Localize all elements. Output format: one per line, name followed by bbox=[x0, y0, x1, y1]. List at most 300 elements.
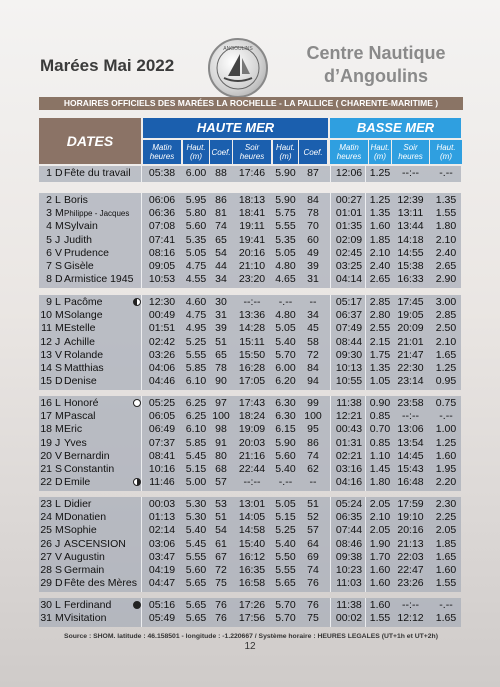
page-number: 12 bbox=[244, 641, 256, 652]
tide-value: 1.60 bbox=[369, 564, 391, 576]
tide-value: 22:30 bbox=[397, 362, 424, 374]
column-subheader-line1: Haut. bbox=[275, 143, 296, 152]
tide-value: 00:43 bbox=[335, 423, 363, 436]
tide-value: -.-- bbox=[439, 599, 453, 611]
tide-value: 1.35 bbox=[369, 362, 391, 374]
tide-value: 2.65 bbox=[369, 273, 391, 286]
tide-value: 2.25 bbox=[435, 511, 457, 524]
tide-value: 06:05 bbox=[148, 410, 176, 423]
moon-phase-icon bbox=[133, 399, 141, 407]
tide-value: 1.70 bbox=[369, 550, 391, 563]
tide-value: 84 bbox=[307, 194, 319, 206]
tide-value: 06:49 bbox=[148, 423, 176, 436]
tide-value: 95 bbox=[307, 423, 319, 436]
table-row bbox=[39, 511, 461, 524]
tide-value: 65 bbox=[215, 348, 227, 361]
saint-name: Augustin bbox=[64, 550, 105, 563]
day-number: 23 bbox=[40, 498, 52, 510]
table-row bbox=[39, 322, 461, 335]
weekday-letter: V bbox=[55, 348, 63, 361]
weekday-letter: J bbox=[55, 537, 61, 550]
tide-value: 39 bbox=[307, 260, 319, 272]
tide-value: 15:38 bbox=[397, 260, 424, 272]
tide-value: 51 bbox=[307, 498, 319, 510]
tide-value: 05:38 bbox=[148, 167, 176, 179]
tide-value: 4.95 bbox=[185, 322, 207, 335]
tide-value: 06:37 bbox=[335, 309, 363, 322]
day-number: 8 bbox=[46, 273, 52, 286]
tide-value: 34 bbox=[215, 273, 227, 286]
tide-value: 5.80 bbox=[185, 207, 207, 220]
weekday-letter: M bbox=[55, 309, 64, 322]
column-subheader-line2: (m) bbox=[279, 152, 292, 161]
week-group bbox=[39, 396, 461, 491]
tide-value: 19:11 bbox=[239, 220, 265, 233]
day-number: 13 bbox=[40, 348, 52, 361]
tide-value: 1.75 bbox=[369, 348, 391, 361]
column-subheader bbox=[273, 140, 298, 164]
tide-value: 16:35 bbox=[238, 564, 266, 576]
tide-value: 2.30 bbox=[435, 498, 457, 510]
table-row bbox=[39, 362, 461, 375]
table-row bbox=[39, 524, 461, 537]
tide-value: 64 bbox=[307, 537, 319, 550]
tide-value: 1.45 bbox=[369, 463, 391, 475]
tide-value: 14:18 bbox=[397, 233, 424, 246]
tide-value: --:-- bbox=[402, 410, 419, 423]
tide-value: 6.10 bbox=[185, 423, 207, 436]
saint-name: Constantin bbox=[64, 463, 115, 475]
tide-value: 65 bbox=[215, 233, 227, 246]
tide-value: 13:44 bbox=[397, 220, 424, 233]
saint-name: Gisèle bbox=[64, 260, 94, 272]
tide-value: 16:28 bbox=[238, 362, 266, 374]
tide-value: 74 bbox=[307, 564, 319, 576]
day-number: 17 bbox=[40, 410, 52, 423]
table-row bbox=[39, 423, 461, 436]
day-number: 29 bbox=[40, 577, 52, 590]
tide-value: 21:10 bbox=[238, 260, 266, 272]
tide-value: 80 bbox=[215, 449, 227, 462]
tide-value: 1.25 bbox=[435, 362, 457, 374]
week-group bbox=[39, 598, 461, 627]
tide-value: 03:25 bbox=[335, 260, 363, 272]
column-subheader bbox=[369, 140, 391, 164]
tide-value: 54 bbox=[215, 524, 227, 537]
tide-value: 2.10 bbox=[435, 233, 457, 246]
tide-value: 00:49 bbox=[148, 309, 176, 322]
table-row bbox=[39, 247, 461, 260]
tide-value: 75 bbox=[307, 612, 319, 625]
tide-value: 100 bbox=[304, 410, 322, 423]
tide-value: 1.25 bbox=[369, 194, 391, 206]
column-subheader bbox=[299, 140, 327, 164]
sailboat-icon bbox=[210, 40, 266, 96]
weekday-letter: L bbox=[55, 397, 61, 409]
tide-value: 23:26 bbox=[397, 577, 424, 590]
tide-value: --:-- bbox=[243, 296, 261, 308]
tide-value: 5.90 bbox=[275, 194, 296, 206]
tide-value: 21:16 bbox=[238, 449, 266, 462]
saint-name: Estelle bbox=[64, 322, 96, 335]
tide-value: --:-- bbox=[402, 167, 419, 179]
table-row bbox=[39, 476, 461, 489]
tide-value: 5.70 bbox=[275, 612, 296, 625]
tide-value: 06:36 bbox=[148, 207, 176, 220]
tide-value: 5.40 bbox=[275, 335, 296, 348]
tide-value: 70 bbox=[307, 220, 319, 233]
tide-value: 69 bbox=[307, 550, 319, 563]
tide-value: 78 bbox=[307, 207, 319, 220]
weekday-letter: D bbox=[55, 375, 63, 388]
tide-value: 17:26 bbox=[238, 599, 266, 611]
weekday-letter: S bbox=[55, 362, 63, 374]
table-row bbox=[39, 260, 461, 273]
table-row bbox=[39, 220, 461, 233]
tide-value: 16:12 bbox=[238, 550, 266, 563]
tide-value: 10:23 bbox=[335, 564, 363, 576]
tide-value: 07:41 bbox=[148, 233, 176, 246]
tide-value: 21:01 bbox=[397, 335, 424, 348]
tide-value: 45 bbox=[307, 322, 319, 335]
tide-value: 16:58 bbox=[238, 577, 266, 590]
table-row bbox=[39, 167, 461, 180]
tide-value: -.-- bbox=[278, 476, 293, 489]
tide-value: 6.25 bbox=[185, 410, 207, 423]
tide-value: -- bbox=[309, 476, 317, 489]
table-row bbox=[39, 612, 461, 625]
tide-value: 01:35 bbox=[335, 220, 363, 233]
table-row bbox=[39, 296, 461, 309]
tide-value: 5.30 bbox=[185, 511, 207, 524]
tide-value: 15:50 bbox=[238, 348, 266, 361]
weekday-letter: V bbox=[55, 246, 63, 259]
tide-value: 04:47 bbox=[148, 577, 176, 590]
weekday-letter: M bbox=[55, 524, 64, 537]
tide-value: 22:44 bbox=[238, 463, 266, 475]
day-number: 15 bbox=[40, 375, 52, 388]
tide-value: 53 bbox=[215, 498, 227, 510]
tide-value: 2.15 bbox=[369, 335, 391, 348]
tide-value: 1.65 bbox=[435, 612, 457, 625]
dates-header: DATES bbox=[39, 118, 141, 164]
tide-value: 1.55 bbox=[435, 577, 457, 590]
column-subheader bbox=[183, 140, 209, 164]
day-number: 16 bbox=[40, 397, 52, 409]
tide-value: 10:13 bbox=[335, 362, 363, 374]
weekday-letter: J bbox=[55, 233, 61, 246]
saint-name: Yves bbox=[64, 436, 87, 449]
weekday-letter: M bbox=[55, 410, 64, 423]
tide-value: 52 bbox=[307, 511, 319, 524]
tide-value: -- bbox=[309, 296, 317, 308]
saint-name: Donatien bbox=[64, 511, 107, 524]
tide-value: 15:11 bbox=[239, 335, 265, 348]
tide-value: 6.20 bbox=[275, 375, 296, 388]
table-row bbox=[39, 273, 461, 286]
tide-value: 1.55 bbox=[435, 207, 457, 220]
tide-value: 15:40 bbox=[238, 537, 266, 550]
saint-name: Philippe - Jacques bbox=[64, 209, 130, 219]
tide-value: 04:14 bbox=[335, 273, 363, 286]
tide-value: 04:06 bbox=[148, 362, 176, 374]
saint-name: Visitation bbox=[64, 612, 107, 625]
tide-value: 30 bbox=[215, 296, 227, 308]
tide-value: 23:20 bbox=[238, 273, 266, 286]
tide-value: 67 bbox=[215, 550, 227, 563]
moon-phase-icon bbox=[133, 601, 141, 609]
tide-value: 05:49 bbox=[148, 612, 176, 625]
tide-value: 01:51 bbox=[148, 322, 176, 335]
saint-name: Emile bbox=[64, 476, 91, 489]
tide-value: 5.05 bbox=[275, 246, 296, 259]
tide-value: 54 bbox=[215, 246, 227, 259]
tide-value: 06:35 bbox=[335, 511, 363, 524]
tide-value: 81 bbox=[215, 207, 227, 220]
tide-value: 5.70 bbox=[275, 348, 296, 361]
tide-value: 5.25 bbox=[275, 524, 296, 537]
tide-value: 08:16 bbox=[148, 246, 176, 259]
week-group bbox=[39, 166, 461, 182]
tide-value: 5.55 bbox=[185, 348, 207, 361]
tide-value: 10:53 bbox=[148, 273, 176, 286]
saint-name: Ferdinand bbox=[64, 599, 112, 611]
tide-value: 1.25 bbox=[369, 167, 391, 179]
column-subheader-line2: heures bbox=[336, 152, 362, 161]
tide-value: 18:24 bbox=[238, 410, 266, 423]
tide-value: 20:09 bbox=[397, 322, 424, 335]
tide-value: 3.00 bbox=[435, 296, 457, 308]
tide-value: 1.80 bbox=[435, 220, 457, 233]
tide-value: 5.00 bbox=[185, 476, 207, 489]
tide-value: 1.10 bbox=[369, 449, 391, 462]
tide-value: 68 bbox=[215, 463, 227, 475]
tide-value: 06:06 bbox=[148, 194, 176, 206]
weekday-letter: D bbox=[55, 476, 63, 489]
tide-value: 86 bbox=[307, 436, 319, 449]
saint-name: Matthias bbox=[64, 362, 104, 374]
weekday-letter: S bbox=[55, 463, 63, 475]
tide-value: 72 bbox=[307, 348, 319, 361]
tide-value: 10:16 bbox=[148, 463, 176, 475]
tide-value: 22:03 bbox=[397, 550, 424, 563]
tide-value: --:-- bbox=[402, 599, 419, 611]
tide-value: 2.10 bbox=[435, 335, 457, 348]
tide-value: 13:54 bbox=[397, 436, 424, 449]
weekday-letter: M bbox=[55, 220, 64, 233]
tide-value: 16:48 bbox=[397, 476, 424, 489]
tide-value: 1.90 bbox=[369, 537, 391, 550]
tide-value: 17:46 bbox=[238, 167, 266, 179]
tide-value: 5.55 bbox=[275, 220, 296, 233]
tide-value: 17:56 bbox=[238, 612, 266, 625]
tide-value: 17:45 bbox=[397, 296, 424, 308]
tide-value: 2.10 bbox=[369, 246, 391, 259]
tide-value: 6.25 bbox=[185, 397, 207, 409]
tide-value: 13:06 bbox=[397, 423, 424, 436]
tide-value: 51 bbox=[215, 335, 227, 348]
tide-value: 11:03 bbox=[336, 577, 362, 590]
moon-phase-icon bbox=[133, 478, 141, 486]
tide-value: 2.05 bbox=[369, 498, 391, 510]
tide-value: 03:16 bbox=[335, 463, 363, 475]
tide-value: 5.85 bbox=[185, 362, 207, 374]
tide-value: 5.65 bbox=[185, 612, 207, 625]
column-subheader bbox=[210, 140, 232, 164]
tide-value: 16:33 bbox=[397, 273, 424, 286]
tide-value: 4.65 bbox=[275, 273, 296, 286]
saint-name: Pascal bbox=[64, 410, 96, 423]
saint-name: Germain bbox=[64, 564, 105, 576]
day-number: 20 bbox=[40, 449, 52, 462]
tide-value: 17:43 bbox=[238, 397, 266, 409]
saint-name: Judith bbox=[64, 233, 93, 246]
tide-value: 58 bbox=[307, 335, 319, 348]
tide-value: 61 bbox=[215, 537, 227, 550]
tide-value: 12:39 bbox=[397, 194, 424, 206]
tide-value: 5.45 bbox=[185, 449, 207, 462]
weekday-letter: D bbox=[55, 273, 63, 286]
tide-value: 17:59 bbox=[397, 498, 424, 510]
tide-value: 17:05 bbox=[238, 375, 266, 388]
tide-value: 08:46 bbox=[335, 537, 363, 550]
tide-value: 5.30 bbox=[185, 498, 207, 510]
table-row bbox=[39, 309, 461, 322]
table-row bbox=[39, 375, 461, 388]
column-subheader bbox=[143, 140, 181, 164]
tide-value: 5.75 bbox=[275, 207, 296, 220]
tide-value: 07:37 bbox=[148, 436, 176, 449]
day-number: 7 bbox=[46, 260, 52, 272]
weekday-letter: V bbox=[55, 550, 63, 563]
tide-value: 2.40 bbox=[435, 246, 457, 259]
tide-value: 04:46 bbox=[148, 375, 176, 388]
tide-value: 1.60 bbox=[369, 599, 391, 611]
tide-value: 97 bbox=[215, 397, 227, 409]
tide-value: 05:16 bbox=[148, 599, 176, 611]
weekday-letter: J bbox=[55, 335, 61, 348]
tide-value: 86 bbox=[215, 194, 227, 206]
day-number: 2 bbox=[46, 194, 52, 206]
tide-value: 03:06 bbox=[148, 537, 176, 550]
tide-value: 5.15 bbox=[275, 511, 296, 524]
column-subheader-line1: Soir bbox=[244, 143, 260, 152]
table-row bbox=[39, 577, 461, 590]
tide-value: 1.60 bbox=[435, 449, 457, 462]
tide-value: 22:47 bbox=[397, 564, 424, 576]
column-subheader-line1: Haut. bbox=[186, 143, 206, 152]
tide-value: 6.30 bbox=[275, 397, 296, 409]
logo-text: ANGOULINS bbox=[223, 46, 253, 52]
weekday-letter: S bbox=[55, 260, 63, 272]
column-subheader-line1: Matin bbox=[339, 143, 359, 152]
tide-value: 76 bbox=[215, 599, 227, 611]
tide-value: 07:44 bbox=[335, 524, 363, 537]
tide-value: -.-- bbox=[278, 296, 293, 308]
weekday-letter: L bbox=[55, 498, 61, 510]
tide-value: 76 bbox=[215, 612, 227, 625]
table-row bbox=[39, 450, 461, 463]
tide-value: 74 bbox=[215, 220, 227, 233]
saint-name: Solange bbox=[64, 309, 103, 322]
day-number: 27 bbox=[40, 550, 52, 563]
tide-value: 09:30 bbox=[335, 348, 363, 361]
tide-value: 2.90 bbox=[435, 273, 457, 286]
weekday-letter: V bbox=[55, 449, 63, 462]
tide-value: 6.30 bbox=[275, 410, 296, 423]
tide-value: 100 bbox=[212, 410, 230, 423]
day-number: 6 bbox=[46, 246, 52, 259]
tide-value: 14:58 bbox=[238, 524, 266, 537]
saint-name: Fête des Mères bbox=[64, 577, 137, 590]
tide-value: 5.95 bbox=[185, 194, 207, 206]
column-subheader-line1: Soir bbox=[403, 143, 418, 152]
table-row bbox=[39, 599, 461, 612]
page-title: Marées Mai 2022 bbox=[40, 56, 175, 75]
tide-value: 34 bbox=[307, 309, 319, 322]
column-subheader-line1: Coef. bbox=[211, 147, 231, 157]
saint-name: Pacôme bbox=[64, 296, 103, 308]
tide-value: 1.55 bbox=[369, 612, 391, 625]
tide-value: 76 bbox=[307, 599, 319, 611]
tide-value: 60 bbox=[307, 233, 319, 246]
tide-value: 5.35 bbox=[275, 233, 296, 246]
day-number: 14 bbox=[40, 362, 52, 374]
weekday-letter: M bbox=[55, 612, 64, 625]
tide-value: 5.40 bbox=[275, 537, 296, 550]
tide-value: 2.05 bbox=[369, 524, 391, 537]
tide-value: 18:13 bbox=[238, 194, 266, 206]
tide-value: 14:45 bbox=[397, 449, 424, 462]
tide-value: 04:19 bbox=[148, 564, 176, 576]
tide-value: 07:08 bbox=[148, 220, 176, 233]
club-logo bbox=[208, 38, 268, 98]
tide-value: 03:26 bbox=[148, 348, 176, 361]
tide-value: 05:25 bbox=[148, 397, 176, 409]
tide-value: 4.80 bbox=[275, 260, 296, 272]
tide-value: 5.65 bbox=[185, 599, 207, 611]
tide-value: 5.65 bbox=[185, 577, 207, 590]
weekday-letter: L bbox=[55, 599, 61, 611]
day-number: 30 bbox=[40, 599, 52, 611]
tide-value: 57 bbox=[307, 524, 319, 537]
table-banner: HORAIRES OFFICIELS DES MARÉES LA ROCHELLE - LA PALLICE ( CHARENTE-MARITIME ) bbox=[39, 97, 463, 110]
tide-value: 20:16 bbox=[238, 246, 266, 259]
tide-value: -.-- bbox=[439, 167, 453, 179]
tide-value: 01:13 bbox=[148, 511, 176, 524]
saint-name: Sophie bbox=[64, 524, 97, 537]
tide-value: 5.70 bbox=[275, 599, 296, 611]
saint-name: Rolande bbox=[64, 348, 104, 361]
column-subheader bbox=[430, 140, 462, 164]
tide-value: 78 bbox=[215, 362, 227, 374]
tide-value: 07:49 bbox=[335, 322, 363, 335]
tide-value: 99 bbox=[307, 397, 319, 409]
column-subheader-line2: heures bbox=[398, 152, 423, 161]
column-subheader-line1: Haut. bbox=[370, 143, 390, 152]
table-row bbox=[39, 538, 461, 551]
tide-value: 0.85 bbox=[369, 410, 391, 423]
day-number: 28 bbox=[40, 564, 52, 576]
tide-value: 02:21 bbox=[335, 449, 363, 462]
tide-value: 11:38 bbox=[336, 599, 362, 611]
tide-value: 10:55 bbox=[335, 375, 363, 388]
tide-value: 1.00 bbox=[435, 423, 457, 436]
tide-value: 5.05 bbox=[275, 322, 296, 335]
tide-value: 87 bbox=[307, 167, 319, 179]
column-subheader bbox=[392, 140, 429, 164]
tide-value: 6.00 bbox=[185, 167, 207, 179]
